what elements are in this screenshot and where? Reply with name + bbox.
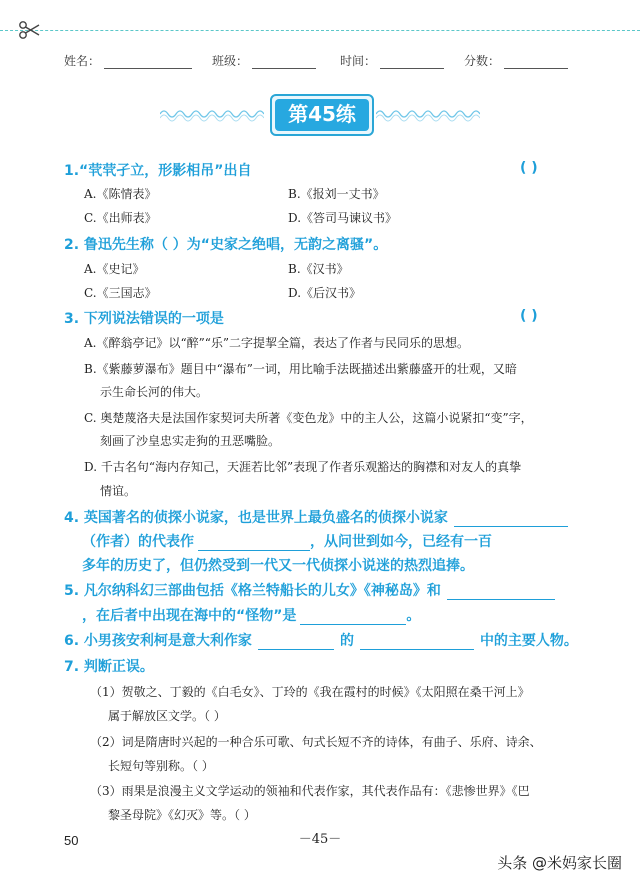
question-4-text-1: 4. 英国著名的侦探小说家，也是世界上最负盛名的侦探小说家 — [64, 510, 448, 526]
class-label: 班级： — [212, 54, 249, 68]
question-3-option-a[interactable]: A.《醉翁亭记》以“醉”“乐”二字提挈全篇，表达了作者与民同乐的思想。 — [84, 336, 470, 350]
question-1-option-b[interactable]: B.《报刘一丈书》 — [288, 187, 385, 201]
question-6-text-c: 中的主要人物。 — [479, 633, 578, 649]
question-4-text-2a: （作者）的代表作 — [82, 534, 194, 550]
question-7-item-2: （2）词是隋唐时兴起的一种合乐可歌、句式长短不齐的诗体，有曲子、乐府、诗余、 — [90, 735, 542, 749]
question-2-option-a[interactable]: A.《史记》 — [84, 262, 145, 276]
question-7-item-1: （1）贺敬之、丁毅的《白毛女》、丁玲的《我在霞村的时候》《太阳照在桑干河上》 — [90, 685, 530, 699]
time-label: 时间： — [340, 54, 377, 68]
question-4-blank-1[interactable] — [454, 512, 568, 527]
question-2-option-d[interactable]: D.《后汉书》 — [288, 286, 362, 300]
page-number-center: －45－ — [298, 832, 342, 847]
question-3-option-b-cont: 示生命长河的伟大。 — [100, 385, 209, 399]
question-2-option-c[interactable]: C.《三国志》 — [84, 286, 157, 300]
question-7-item-1-answer[interactable]: 属于解放区文学。（ ） — [108, 709, 226, 723]
question-4-line-2 — [82, 531, 492, 551]
question-5-line-1 — [64, 580, 555, 600]
question-3-option-c-cont: 刻画了沙皇忠实走狗的丑恶嘴脸。 — [100, 434, 281, 448]
score-field[interactable] — [464, 52, 568, 69]
exercise-title-text: 第45练 — [275, 99, 369, 131]
question-1-option-d[interactable]: D.《答司马谏议书》 — [288, 211, 398, 225]
page-number-left: 50 — [64, 833, 79, 848]
question-4-line-1 — [64, 507, 568, 527]
class-field[interactable] — [212, 52, 316, 69]
question-3-option-d[interactable]: D. 千古名句“海内存知己，天涯若比邻”表现了作者乐观豁达的胸襟和对友人的真挚 — [84, 460, 522, 474]
question-7-stem: 7. 判断正误。 — [64, 659, 154, 675]
right-wave-decoration — [376, 104, 480, 124]
question-2-stem: 2. 鲁迅先生称（ ）为“史家之绝唱，无韵之离骚”。 — [64, 237, 388, 253]
question-3-stem: 3. 下列说法错误的一项是 — [64, 311, 224, 327]
question-3-option-c[interactable]: C. 奥楚蔑洛夫是法国作家契诃夫所著《变色龙》中的主人公，这篇小说紧扣“变”字， — [84, 411, 533, 425]
cut-line — [0, 30, 640, 31]
question-3-option-b[interactable]: B.《紫藤萝瀑布》题目中“瀑布”一词，用比喻手法既描述出紫藤盛开的壮观，又暗 — [84, 362, 517, 376]
question-4-line-3: 多年的历史了，但仍然受到一代又一代侦探小说迷的热烈追捧。 — [82, 558, 474, 574]
question-1-option-a[interactable]: A.《陈情表》 — [84, 187, 157, 201]
question-1-stem: 1.“茕茕孑立，形影相吊”出自 — [64, 163, 252, 179]
question-7-item-3: （3）雨果是浪漫主义文学运动的领袖和代表作家，其代表作品有：《悲惨世界》《巴 — [90, 784, 530, 798]
question-2-option-b[interactable]: B.《汉书》 — [288, 262, 349, 276]
question-6 — [64, 630, 578, 650]
question-7-item-3-answer[interactable]: 黎圣母院》《幻灭》等。（ ） — [108, 808, 256, 822]
scissors-icon — [18, 20, 40, 40]
question-1-option-c[interactable]: C.《出师表》 — [84, 211, 157, 225]
question-1-answer-paren[interactable]: ( ) — [520, 160, 538, 176]
question-4-text-2b: ，从问世到如今，已经有一百 — [310, 534, 492, 550]
time-field[interactable] — [340, 52, 444, 69]
question-3-option-d-cont: 情谊。 — [100, 484, 137, 498]
question-6-text-a: 6. 小男孩安利柯是意大利作家 — [64, 633, 252, 649]
question-5-text-1: 5. 凡尔纳科幻三部曲包括《格兰特船长的儿女》《神秘岛》和 — [64, 583, 441, 599]
name-field[interactable] — [64, 52, 192, 69]
question-3-answer-paren[interactable]: ( ) — [520, 308, 538, 324]
watermark: 头条 @米妈家长圈 — [497, 854, 622, 872]
question-6-blank-1[interactable] — [258, 635, 334, 650]
question-5-text-2a: ，在后者中出现在海中的“怪物”是 — [82, 608, 297, 624]
question-5-text-2b: 。 — [406, 608, 421, 624]
question-5-line-2 — [82, 605, 420, 625]
question-7-item-2-answer[interactable]: 长短句等别称。（ ） — [108, 759, 214, 773]
question-6-blank-2[interactable] — [360, 635, 474, 650]
question-6-text-b: 的 — [339, 633, 354, 649]
name-label: 姓名： — [64, 54, 101, 68]
question-4-blank-2[interactable] — [198, 536, 310, 551]
question-5-blank-1[interactable] — [447, 585, 555, 600]
question-5-blank-2[interactable] — [300, 610, 406, 625]
score-label: 分数： — [464, 54, 501, 68]
exercise-title — [270, 94, 374, 136]
left-wave-decoration — [160, 104, 264, 124]
